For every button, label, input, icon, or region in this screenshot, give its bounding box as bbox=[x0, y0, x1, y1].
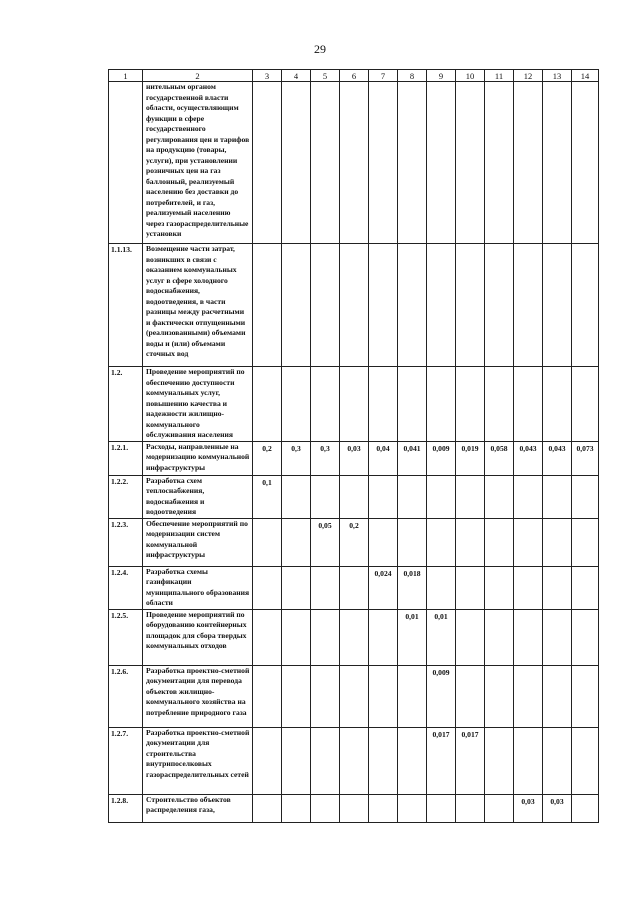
header-cell: 6 bbox=[340, 70, 369, 82]
value-cell bbox=[572, 518, 599, 566]
value-cell bbox=[485, 794, 514, 822]
value-cell bbox=[485, 518, 514, 566]
value-cell bbox=[340, 727, 369, 794]
value-cell bbox=[253, 566, 282, 609]
row-description: Разработка схем теплоснабжения, водоснабжения и водоотведения bbox=[143, 475, 253, 518]
value-cell bbox=[572, 367, 599, 442]
value-cell bbox=[572, 609, 599, 665]
row-number bbox=[109, 82, 143, 244]
value-cell bbox=[253, 518, 282, 566]
value-cell bbox=[369, 244, 398, 367]
value-cell bbox=[485, 82, 514, 244]
header-cell: 3 bbox=[253, 70, 282, 82]
value-cell: 0,03 bbox=[543, 794, 572, 822]
value-cell bbox=[398, 518, 427, 566]
value-cell bbox=[369, 82, 398, 244]
value-cell bbox=[514, 665, 543, 727]
value-cell bbox=[369, 518, 398, 566]
value-cell: 0,2 bbox=[340, 518, 369, 566]
value-cell bbox=[282, 794, 311, 822]
value-cell bbox=[369, 609, 398, 665]
value-cell: 0,03 bbox=[340, 441, 369, 475]
header-cell: 1 bbox=[109, 70, 143, 82]
value-cell bbox=[427, 244, 456, 367]
value-cell bbox=[485, 609, 514, 665]
value-cell bbox=[572, 475, 599, 518]
value-cell: 0,3 bbox=[282, 441, 311, 475]
row-description: Разработка схемы газификации муниципального образования области bbox=[143, 566, 253, 609]
value-cell bbox=[543, 367, 572, 442]
value-cell bbox=[253, 665, 282, 727]
value-cell bbox=[572, 244, 599, 367]
header-cell: 7 bbox=[369, 70, 398, 82]
value-cell bbox=[282, 244, 311, 367]
value-cell bbox=[398, 665, 427, 727]
row-description: Строительство объектов распределения газа, bbox=[143, 794, 253, 822]
row-description: Обеспечение мероприятий по модернизации систем коммунальной инфраструктуры bbox=[143, 518, 253, 566]
value-cell bbox=[311, 244, 340, 367]
table-row bbox=[109, 475, 599, 518]
value-cell bbox=[340, 82, 369, 244]
value-cell bbox=[340, 566, 369, 609]
value-cell bbox=[253, 794, 282, 822]
value-cell bbox=[311, 475, 340, 518]
value-cell: 0,043 bbox=[514, 441, 543, 475]
value-cell bbox=[485, 475, 514, 518]
value-cell bbox=[456, 566, 485, 609]
value-cell: 0,041 bbox=[398, 441, 427, 475]
table-row bbox=[109, 665, 599, 727]
header-cell: 12 bbox=[514, 70, 543, 82]
table-row bbox=[109, 566, 599, 609]
row-description: Проведение мероприятий по обеспечению доступности коммунальных услуг, повышению качества и надежности жилищно-коммунального обслуживания населения bbox=[143, 367, 253, 442]
value-cell bbox=[282, 367, 311, 442]
value-cell bbox=[572, 794, 599, 822]
value-cell bbox=[456, 367, 485, 442]
value-cell bbox=[456, 794, 485, 822]
value-cell bbox=[514, 244, 543, 367]
value-cell bbox=[572, 727, 599, 794]
value-cell bbox=[340, 665, 369, 727]
value-cell bbox=[543, 475, 572, 518]
value-cell bbox=[340, 609, 369, 665]
row-number: 1.2.3. bbox=[109, 518, 143, 566]
header-cell: 10 bbox=[456, 70, 485, 82]
value-cell bbox=[311, 566, 340, 609]
header-cell: 2 bbox=[143, 70, 253, 82]
header-cell: 8 bbox=[398, 70, 427, 82]
value-cell bbox=[485, 367, 514, 442]
value-cell bbox=[253, 82, 282, 244]
value-cell: 0,043 bbox=[543, 441, 572, 475]
value-cell bbox=[543, 665, 572, 727]
value-cell bbox=[514, 475, 543, 518]
value-cell bbox=[514, 367, 543, 442]
value-cell bbox=[282, 518, 311, 566]
value-cell bbox=[340, 475, 369, 518]
value-cell bbox=[282, 609, 311, 665]
value-cell bbox=[311, 665, 340, 727]
value-cell bbox=[340, 794, 369, 822]
value-cell bbox=[456, 665, 485, 727]
value-cell bbox=[485, 566, 514, 609]
value-cell: 0,073 bbox=[572, 441, 599, 475]
row-number: 1.2.5. bbox=[109, 609, 143, 665]
value-cell bbox=[543, 609, 572, 665]
value-cell bbox=[369, 367, 398, 442]
row-number: 1.2.6. bbox=[109, 665, 143, 727]
value-cell: 0,009 bbox=[427, 441, 456, 475]
value-cell bbox=[514, 566, 543, 609]
value-cell bbox=[311, 609, 340, 665]
row-description: Разработка проектно-сметной документации для строительства внутрипоселковых газораспределительных сетей bbox=[143, 727, 253, 794]
value-cell: 0,01 bbox=[398, 609, 427, 665]
value-cell bbox=[572, 665, 599, 727]
value-cell bbox=[543, 566, 572, 609]
value-cell bbox=[456, 475, 485, 518]
value-cell bbox=[311, 727, 340, 794]
value-cell bbox=[572, 82, 599, 244]
value-cell bbox=[253, 244, 282, 367]
value-cell: 0,2 bbox=[253, 441, 282, 475]
header-cell: 13 bbox=[543, 70, 572, 82]
row-description: нительным органом государственной власти области, осуществляющим функции в сфере государственного регулирования цен и тарифов на продукцию (товары, услуги), при установлении розничных цен на газ баллонный, реализуемый населению без доставки до потребителей, и газ, реализуемый населению через газораспределительные установки bbox=[143, 82, 253, 244]
table-row bbox=[109, 794, 599, 822]
row-number: 1.2.7. bbox=[109, 727, 143, 794]
value-cell bbox=[514, 727, 543, 794]
header-cell: 5 bbox=[311, 70, 340, 82]
value-cell bbox=[253, 727, 282, 794]
value-cell bbox=[253, 367, 282, 442]
value-cell bbox=[398, 82, 427, 244]
value-cell: 0,058 bbox=[485, 441, 514, 475]
value-cell bbox=[485, 727, 514, 794]
value-cell: 0,01 bbox=[427, 609, 456, 665]
value-cell bbox=[369, 475, 398, 518]
value-cell bbox=[485, 665, 514, 727]
row-number: 1.2.8. bbox=[109, 794, 143, 822]
value-cell bbox=[572, 566, 599, 609]
value-cell bbox=[427, 475, 456, 518]
value-cell bbox=[427, 566, 456, 609]
value-cell bbox=[543, 727, 572, 794]
table-row bbox=[109, 367, 599, 442]
value-cell: 0,3 bbox=[311, 441, 340, 475]
value-cell: 0,009 bbox=[427, 665, 456, 727]
value-cell bbox=[311, 82, 340, 244]
row-number: 1.2.2. bbox=[109, 475, 143, 518]
table-row bbox=[109, 82, 599, 244]
value-cell bbox=[398, 794, 427, 822]
table-row bbox=[109, 244, 599, 367]
value-cell bbox=[340, 367, 369, 442]
value-cell: 0,017 bbox=[456, 727, 485, 794]
value-cell: 0,03 bbox=[514, 794, 543, 822]
value-cell bbox=[369, 794, 398, 822]
value-cell: 0,017 bbox=[427, 727, 456, 794]
value-cell bbox=[253, 609, 282, 665]
value-cell bbox=[456, 609, 485, 665]
header-cell: 14 bbox=[572, 70, 599, 82]
value-cell bbox=[311, 794, 340, 822]
value-cell bbox=[311, 367, 340, 442]
value-cell: 0,05 bbox=[311, 518, 340, 566]
value-cell bbox=[282, 665, 311, 727]
value-cell bbox=[514, 518, 543, 566]
value-cell bbox=[456, 244, 485, 367]
table-row bbox=[109, 609, 599, 665]
value-cell bbox=[514, 609, 543, 665]
header-cell: 11 bbox=[485, 70, 514, 82]
value-cell bbox=[369, 727, 398, 794]
value-cell bbox=[282, 475, 311, 518]
row-description: Проведение мероприятий по оборудованию контейнерных площадок для сбора твердых коммунальных отходов bbox=[143, 609, 253, 665]
header-cell: 9 bbox=[427, 70, 456, 82]
value-cell bbox=[427, 367, 456, 442]
value-cell: 0,024 bbox=[369, 566, 398, 609]
value-cell bbox=[398, 367, 427, 442]
row-number: 1.2.1. bbox=[109, 441, 143, 475]
value-cell bbox=[282, 727, 311, 794]
value-cell: 0,018 bbox=[398, 566, 427, 609]
row-description: Разработка проектно-сметной документации для перевода объектов жилищно-коммунального хозяйства на потребление природного газа bbox=[143, 665, 253, 727]
value-cell bbox=[514, 82, 543, 244]
value-cell bbox=[398, 244, 427, 367]
value-cell bbox=[456, 518, 485, 566]
header-cell: 4 bbox=[282, 70, 311, 82]
value-cell bbox=[398, 727, 427, 794]
value-cell bbox=[282, 566, 311, 609]
value-cell bbox=[543, 244, 572, 367]
row-description: Расходы, направленные на модернизацию коммунальной инфраструктуры bbox=[143, 441, 253, 475]
table-row bbox=[109, 727, 599, 794]
value-cell bbox=[543, 82, 572, 244]
value-cell: 0,1 bbox=[253, 475, 282, 518]
value-cell bbox=[456, 82, 485, 244]
value-cell bbox=[485, 244, 514, 367]
funding-table bbox=[108, 69, 599, 823]
row-number: 1.2.4. bbox=[109, 566, 143, 609]
value-cell bbox=[340, 244, 369, 367]
value-cell bbox=[282, 82, 311, 244]
row-number: 1.2. bbox=[109, 367, 143, 442]
value-cell bbox=[427, 518, 456, 566]
row-description: Возмещение части затрат, возникших в связи с оказанием коммунальных услуг в сфере холодного водоснабжения, водоотведения, в части разницы между расчетными и фактически отпущенными (реализованными) объемами воды и (или) объемами сточных вод bbox=[143, 244, 253, 367]
value-cell bbox=[427, 794, 456, 822]
header-row bbox=[109, 70, 599, 82]
value-cell bbox=[543, 518, 572, 566]
value-cell bbox=[369, 665, 398, 727]
value-cell bbox=[398, 475, 427, 518]
value-cell bbox=[427, 82, 456, 244]
page-number: 29 bbox=[314, 42, 326, 56]
row-number: 1.1.13. bbox=[109, 244, 143, 367]
value-cell: 0,019 bbox=[456, 441, 485, 475]
table-row bbox=[109, 518, 599, 566]
table-row bbox=[109, 441, 599, 475]
value-cell: 0,04 bbox=[369, 441, 398, 475]
